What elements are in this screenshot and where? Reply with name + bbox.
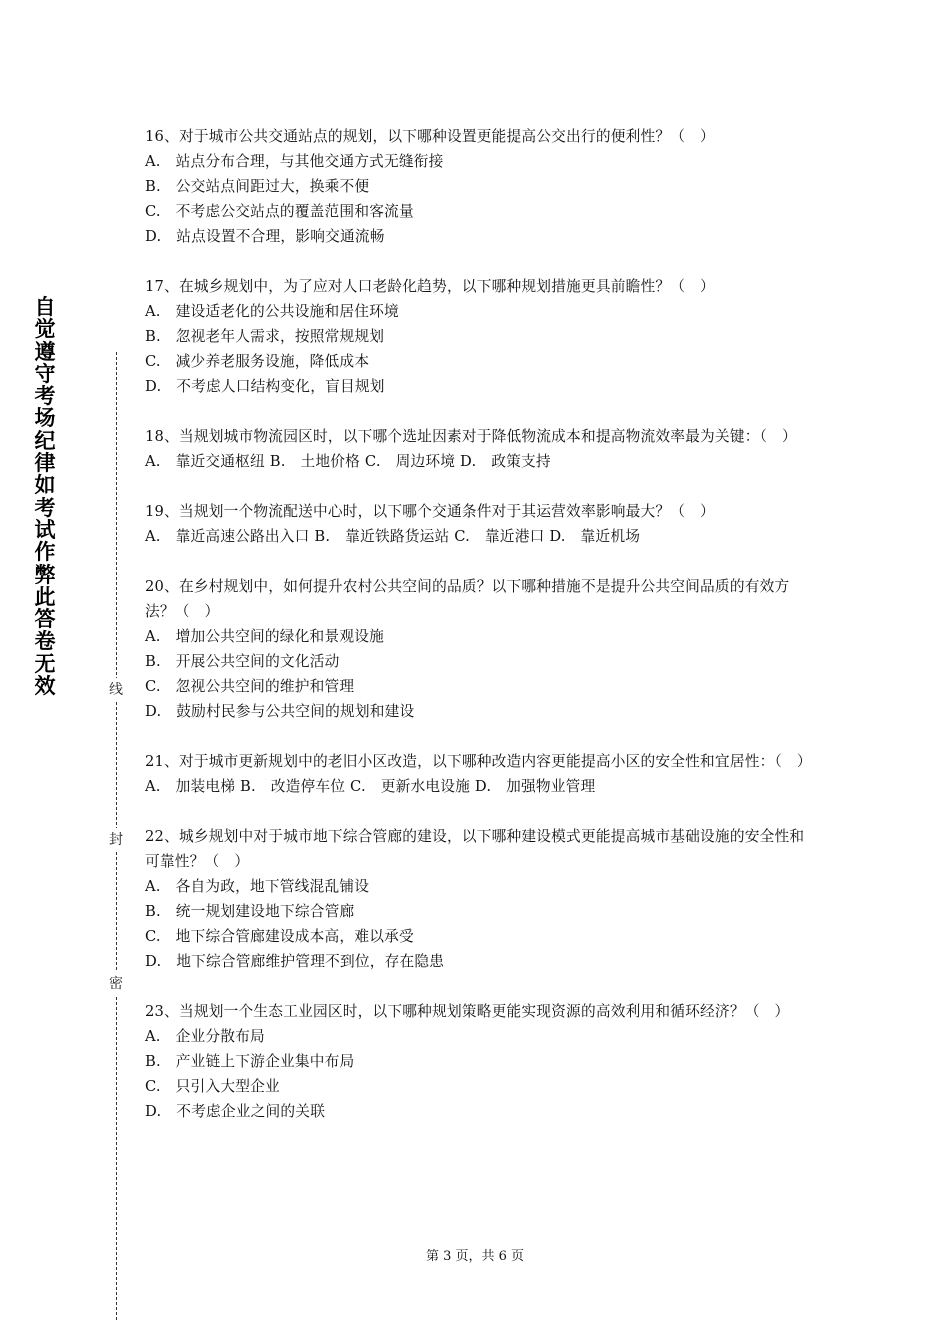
page-number-footer: 第 3 页，共 6 页: [425, 1249, 525, 1264]
question-stem: 23、当规划一个生态工业园区时，以下哪种规划策略更能实现资源的高效利用和循环经济？（ ）: [145, 1003, 790, 1020]
question-18: [145, 424, 815, 474]
option-c: C. 忽视公共空间的维护和管理: [145, 678, 355, 695]
option-a: A. 站点分布合理，与其他交通方式无缝衔接: [145, 153, 444, 170]
question-stem: 22、城乡规划中对于城市地下综合管廊的建设，以下哪种建设模式更能提高城市基础设施的安全性和可靠性？（ ）: [145, 828, 805, 870]
question-stem: 18、当规划城市物流园区时，以下哪个选址因素对于降低物流成本和提高物流效率最为关键：（ ）: [145, 428, 797, 445]
question-stem: 16、对于城市公共交通站点的规划，以下哪种设置更能提高公交出行的便利性？（ ）: [145, 128, 715, 145]
option-d: D. 地下综合管廊维护管理不到位，存在隐患: [145, 953, 445, 970]
option-a: A. 建设适老化的公共设施和居住环境: [145, 303, 399, 320]
binding-label-mi: 密: [106, 972, 126, 996]
option-d: D. 站点设置不合理，影响交通流畅: [145, 228, 385, 245]
question-21: [145, 749, 815, 799]
binding-label-feng: 封: [106, 828, 126, 852]
question-22: [145, 824, 815, 974]
question-16: [145, 124, 815, 249]
option-b: B. 产业链上下游企业集中布局: [145, 1053, 355, 1070]
question-list: [145, 124, 815, 1149]
binding-label-xian: 线: [106, 678, 126, 702]
option-a: A. 企业分散布局: [145, 1028, 265, 1045]
options-inline: A. 靠近高速公路出入口 B. 靠近铁路货运站 C. 靠近港口 D. 靠近机场: [145, 528, 641, 545]
question-stem: 20、在乡村规划中，如何提升农村公共空间的品质？以下哪种措施不是提升公共空间品质的有效方法？（ ）: [145, 578, 790, 620]
exam-discipline-warning: 自觉遵守考场纪律如考试作弊此答卷无效: [34, 295, 56, 699]
option-c: C. 减少养老服务设施，降低成本: [145, 353, 370, 370]
option-c: C. 不考虑公交站点的覆盖范围和客流量: [145, 203, 414, 220]
option-d: D. 不考虑人口结构变化，盲目规划: [145, 378, 385, 395]
option-c: C. 只引入大型企业: [145, 1078, 280, 1095]
option-b: B. 忽视老年人需求，按照常规规划: [145, 328, 385, 345]
option-b: B. 统一规划建设地下综合管廊: [145, 903, 355, 920]
question-20: [145, 574, 815, 724]
options-inline: A. 加装电梯 B. 改造停车位 C. 更新水电设施 D. 加强物业管理: [145, 778, 596, 795]
option-b: B. 开展公共空间的文化活动: [145, 653, 340, 670]
question-17: [145, 274, 815, 399]
option-d: D. 不考虑企业之间的关联: [145, 1103, 326, 1120]
options-inline: A. 靠近交通枢纽 B. 土地价格 C. 周边环境 D. 政策支持: [145, 453, 551, 470]
question-stem: 17、在城乡规划中，为了应对人口老龄化趋势，以下哪种规划措施更具前瞻性？（ ）: [145, 278, 715, 295]
option-a: A. 各自为政，地下管线混乱铺设: [145, 878, 370, 895]
option-c: C. 地下综合管廊建设成本高，难以承受: [145, 928, 414, 945]
question-19: [145, 499, 815, 549]
option-d: D. 鼓励村民参与公共空间的规划和建设: [145, 703, 415, 720]
question-stem: 21、对于城市更新规划中的老旧小区改造，以下哪种改造内容更能提高小区的安全性和宜居性：（ ）: [145, 753, 812, 770]
option-a: A. 增加公共空间的绿化和景观设施: [145, 628, 384, 645]
question-23: [145, 999, 815, 1124]
question-stem: 19、当规划一个物流配送中心时，以下哪个交通条件对于其运营效率影响最大？（ ）: [145, 503, 715, 520]
option-b: B. 公交站点间距过大，换乘不便: [145, 178, 370, 195]
